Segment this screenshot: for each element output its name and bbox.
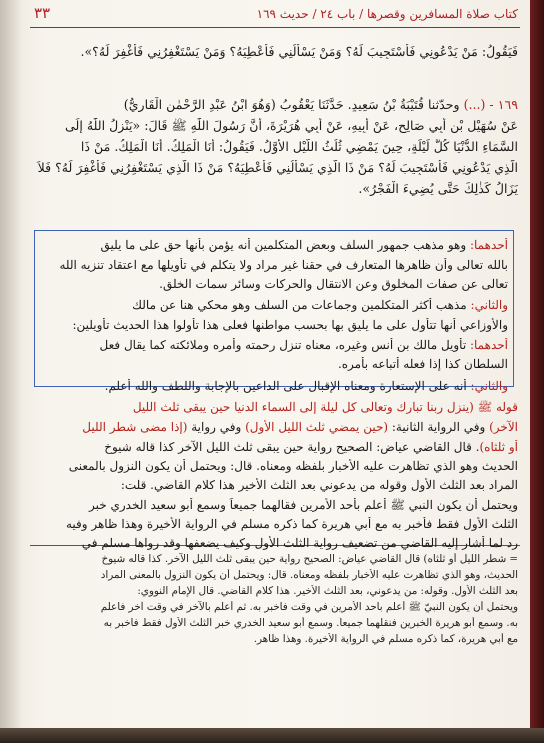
highlighted-text: أحدهما:	[469, 338, 508, 352]
highlighted-text: أحدهما:	[469, 238, 508, 252]
highlighted-text: ١٦٩ - (...)	[463, 97, 518, 112]
body-text: السَّمَاءِ الدُّنْيَا كُلَّ لَيْلَةٍ، حِينَ يَمْضِي ثُلُثُ اللَّيْلِ الأَوَّلُ. فَيَقُولُ: أَنَا الْمَلِكُ. أَنَا الْمَلِكُ. مَنْ ذَا	[80, 139, 518, 154]
commentary-line	[42, 298, 508, 312]
footnote-line	[34, 601, 518, 613]
page-edge-shadow	[0, 728, 544, 743]
body-text: الحديث وهو الذي تظاهرت عليه الأخبار بلفظه ومعناه. قال: ويحتمل أن يكون النزول بالمعنى	[68, 459, 518, 473]
sharh-line	[34, 478, 518, 492]
hadith-line	[34, 181, 518, 196]
page-number: ٣٣	[34, 4, 51, 22]
body-text: تأويل مالك بن أنس وغيره، معناه تنزل رحمته وأمره وملائكته كما يقال فعل	[99, 338, 470, 352]
body-text: وحدّثنا قُتَيْبَةُ بْنُ سَعِيدٍ. حَدَّثَنَا يَعْقُوبُ (وَهُوَ ابْنُ عَبْدِ الرَّحْمٰنِ الْقَارِيُّ)	[123, 97, 464, 112]
commentary-line	[42, 318, 508, 332]
body-text: مذهب أكثر المتكلمين وجماعات من السلف وهو محكي هنا عن مالك	[132, 298, 471, 312]
footnote-line	[34, 585, 518, 597]
commentary-line	[42, 258, 508, 272]
commentary-line	[42, 379, 508, 393]
body-text: . قال القاضي عياض: الصحيح رواية حين يبقى ثلث الليل الآخر كذا قاله شيوخ	[104, 440, 480, 454]
highlighted-text: أو ثلثاه)	[479, 440, 518, 454]
body-text: الَّذِي يَدْعُونِي فَأَسْتَجِيبَ لَهُ؟ مَنْ ذَا الَّذِي يَسْأَلُنِي فَأُعْطِيَهُ؟ مَنْ ذَا الَّذِي يَسْتَغْفِرُنِي فَأَغْفِرَ لَهُ؟ فَلاَ	[37, 160, 518, 175]
body-text: بعد الثلث الأول. وقوله: من يدعوني، بعد الثلث الأخير. هذا كلام القاضي. قال الإمام النووي:	[137, 585, 518, 597]
commentary-line	[42, 238, 508, 252]
footnote-line	[34, 633, 518, 645]
body-text: ويحتمل أن يكون النبيّ ﷺ أُعلم بأحد الأمرين في وقت فأخبر به. ثم أُعلم بالآخر في وقت آخر فأعلم	[100, 601, 518, 613]
sharh-line	[34, 498, 518, 512]
hadith-line	[34, 44, 518, 59]
footnote-line	[34, 617, 518, 629]
body-text: السلطان كذا إذا فعله أتباعه بأمره.	[337, 357, 508, 371]
hadith-line	[34, 139, 518, 154]
sharh-line	[34, 459, 518, 473]
body-text: = شطر الليل أو ثلثاه) قال القاضي عياض: الصحيح رواية حين يبقى ثلث الليل الآخر. كذا قاله شيوخ	[101, 553, 518, 565]
body-text: فَيَقُولُ: مَنْ يَدْعُونِي فَأَسْتَجِيبَ لَهُ؟ وَمَنْ يَسْأَلُنِي فَأُعْطِيَهُ؟ وَمَنْ يَسْتَغْفِرُنِي فَأَغْفِرَ لَهُ؟».	[80, 44, 518, 59]
body-text: أنه على الإستعارة ومعناه الإقبال على الداعين بالإجابة واللطف والله أعلم.	[104, 379, 471, 393]
highlighted-text: قوله ﷺ (ينزل ربنا تبارك وتعالى كل ليلة إلى السماء الدنيا حين يبقى ثلث الليل	[132, 400, 518, 414]
footnote-line	[34, 553, 518, 565]
sharh-line	[34, 517, 518, 531]
body-text: وهو مذهب جمهور السلف وبعض المتكلمين أنه يؤمن بأنها حق على ما يليق	[100, 238, 470, 252]
body-text: رد لما أشار إليه القاضي من تضعيف رواية الثلث الأول وكيف يضعفها وقد رواها مسلم في	[81, 536, 518, 550]
body-text: به. وسمع أبو هريرة الخبرين فنقلهما جميعاً. وسمع أبو سعيد الخدري خبر الثلث الأول فقط فأخبر به	[103, 617, 518, 629]
body-text: والأوزاعي أنها تتأول على ما يليق بها بحسب مواطنها فعلى هذا تأولوا هذا الحديث تأويلين:	[72, 318, 508, 332]
body-text: مع أبي هريرة، كما ذكره مسلم في الرواية الأخيرة. وهذا ظاهر.	[253, 633, 518, 645]
body-text: يَزَالُ كَذٰلِكَ حَتَّى يُضِيءَ الْفَجْرُ».	[358, 181, 518, 196]
highlighted-text: والثاني:	[470, 298, 508, 312]
sharh-line	[34, 400, 518, 414]
body-text: وفي رواية	[187, 420, 246, 434]
sharh-line	[34, 440, 518, 454]
body-text: عَنْ سُهَيْلِ بْنِ أَبِي صَالِحٍ، عَنْ أَبِيهِ، عَنْ أَبِي هُرَيْرَةَ، أَنَّ رَسُولَ اللّٰهِ ﷺ قَالَ: «يَنْزِلُ اللّٰهُ إِلَى	[65, 118, 518, 133]
highlighted-text: والثاني:	[470, 379, 508, 393]
highlighted-text: الآخر)	[489, 420, 518, 434]
body-text: تعالى عن صفات المخلوق وعن الانتقال والحركات وسائر سمات الخلق.	[159, 277, 508, 291]
commentary-line	[42, 338, 508, 352]
commentary-line	[42, 357, 508, 371]
header-rule	[30, 27, 520, 28]
commentary-line	[42, 277, 508, 291]
body-text: وفي الرواية الثانية:	[388, 420, 490, 434]
body-text: الحديث، وهو الذي تظاهرت عليه الأخبار بلفظه ومعناه. قال: ويحتمل أن يكون النزول بالمعنى المراد	[100, 569, 518, 581]
body-text: الثلث الأول فقط فأخبر به مع أبي هريرة كما ذكره مسلم في الرواية الأخيرة وهذا ظاهر وفيه	[65, 517, 518, 531]
body-text: ويحتمل أن يكون النبي ﷺ أعلم بأحد الأمرين فقالهما جميعاً وسمع أبو سعيد الخدري خبر	[88, 498, 518, 512]
footnote-line	[34, 569, 518, 581]
hadith-line	[34, 160, 518, 175]
highlighted-text: (إذا مضى شطر الليل	[82, 420, 188, 434]
body-text: المراد بعد الثلث الأول وقوله من يدعوني بعد الثلث الأخير هذا كلام القاضي. قلت:	[120, 478, 518, 492]
running-header-title: كتاب صلاة المسافرين وقصرها / باب ٢٤ / حديث ١٦٩	[256, 7, 518, 21]
highlighted-text: (حين يمضي ثلث الليل الأول)	[245, 420, 389, 434]
binding-shadow	[0, 0, 22, 743]
hadith-line	[34, 118, 518, 133]
sharh-line	[34, 536, 518, 550]
book-spine	[530, 0, 544, 743]
body-text: بالله تعالى وأن ظاهرها المتعارف في حقنا غير مراد ولا يتكلم في تأويلها مع اعتقاد تنزيه الله	[59, 258, 508, 272]
sharh-line	[34, 420, 518, 434]
hadith-line	[34, 97, 518, 112]
